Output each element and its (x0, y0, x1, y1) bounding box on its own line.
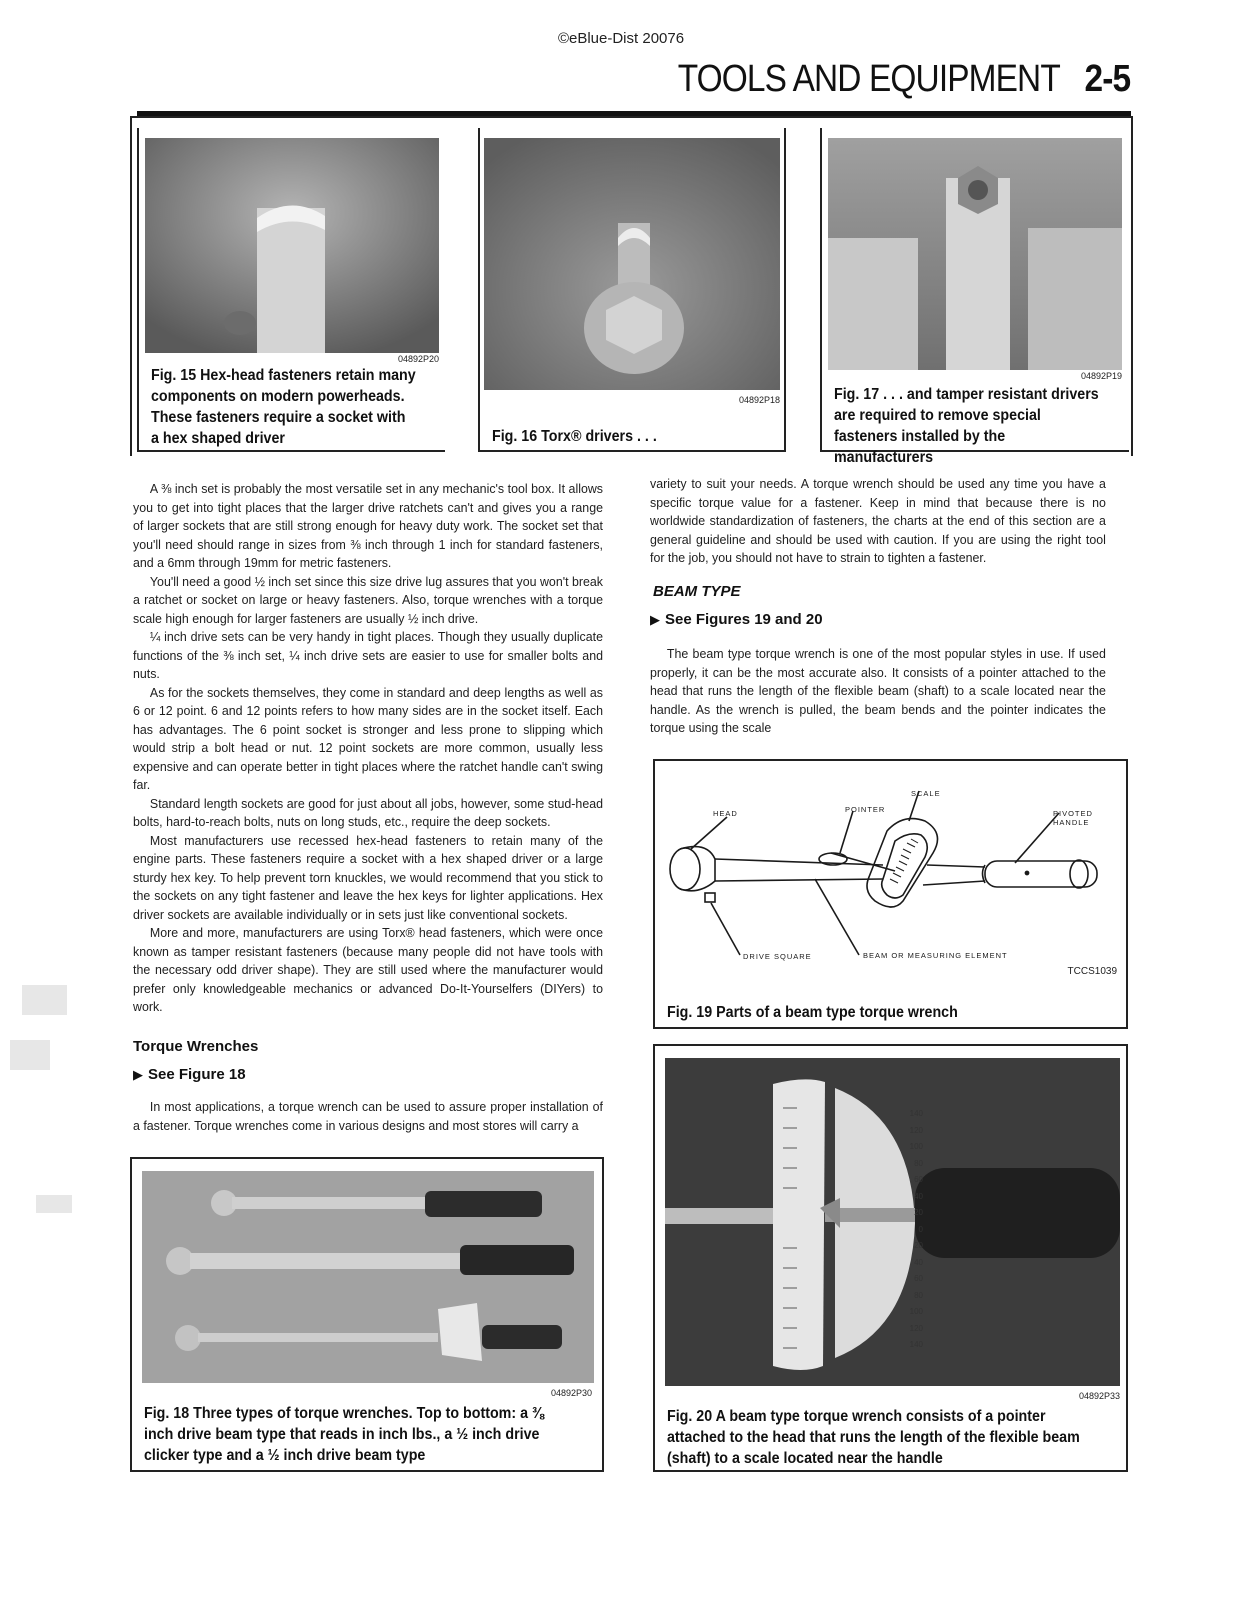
figure-15-photo (145, 138, 439, 353)
subhead-beam-type: BEAM TYPE (653, 583, 741, 600)
figure-15-code: 04892P20 (397, 354, 439, 364)
left-column-body (133, 480, 603, 1017)
scale-number: 140 (909, 1340, 923, 1349)
subhead-torque-wrenches: Torque Wrenches (133, 1038, 259, 1055)
scale-number: 120 (909, 1323, 923, 1333)
paragraph: Standard length sockets are good for just about all jobs, however, some stud-head bolts, hard-to-reach bolts, nuts on long studs, etc., require the deep sockets. (133, 795, 604, 829)
see-figure-18-ref[interactable] (133, 1066, 246, 1083)
scale-number: 0 (918, 1224, 923, 1234)
figure-16-photo (484, 138, 780, 390)
left-column-after (133, 1098, 603, 1135)
page-number: 2-5 (1084, 58, 1130, 100)
scale-number: 20 (914, 1241, 923, 1250)
beam-wrench-diagram (655, 761, 1126, 981)
label-pivoted-handle: PIVOTED HANDLE (1053, 809, 1093, 827)
paragraph: You'll need a good ½ inch set since this size drive lug assures that you won't break a ratchet or socket on large or heavy fasteners. Also, torque wrenches with a torque scale high enough for larger fasteners are usually ½ inch drive. (133, 573, 604, 626)
figure-17-caption: Fig. 17 . . . and tamper resistant drivers are required to remove special fasteners installed by the manufacturers (834, 386, 1099, 466)
scale-number: 40 (914, 1257, 923, 1267)
figure-16-caption: Fig. 16 Torx® drivers . . . (492, 428, 657, 445)
figure-19-code: TCCS1039 (1067, 966, 1117, 977)
right-column-body (650, 475, 1106, 568)
paragraph: ¼ inch drive sets can be very handy in tight places. Though they usually duplicate functions of the ⅜ inch set, ¼ inch drive sets are easier to use for smaller bolts and nuts. (133, 629, 604, 681)
figure-17-code: 04892P19 (1080, 371, 1122, 381)
figure-19-caption: Fig. 19 Parts of a beam type torque wrench (667, 1004, 958, 1021)
paragraph: More and more, manufacturers are using Torx® head fasteners, which were once known as tamper resistant fasteners (because many people did not have tools with the necessary odd driver shape). They are still used where the manufacturer would prefer only knowledgeable mechanics or advanced Do-It-Yourselfers (DIYers) to work. (133, 925, 604, 1014)
label-scale: SCALE (911, 789, 941, 798)
figure-19 (653, 759, 1128, 1029)
scan-artifact (22, 985, 67, 1015)
running-header (678, 58, 1130, 101)
scan-artifact (10, 1040, 50, 1070)
figure-20 (653, 1044, 1128, 1472)
scale-number: 140 (909, 1109, 923, 1118)
figure-18-caption: Fig. 18 Three types of torque wrenches. Top to bottom: a ⅜ inch drive beam type that reads in inch lbs., a ½ inch drive clicker type and a ½ inch drive beam type (144, 1405, 544, 1464)
chapter-title: TOOLS AND EQUIPMENT (677, 58, 1060, 100)
scale-number: 80 (914, 1290, 923, 1300)
paragraph: The beam type torque wrench is one of the most popular styles in use. If used properly, it can be the most accurate also. It consists of a pointer attached to the head that runs the length of the flexible beam (shaft) to a scale located near the handle. As the wrench is pulled, the beam bends and the pointer indicates the torque using the scale (650, 646, 1106, 735)
figure-17-photo (828, 138, 1122, 370)
label-beam: BEAM OR MEASURING ELEMENT (863, 951, 1008, 960)
scale-number: 100 (909, 1307, 923, 1316)
scale-number: 120 (909, 1125, 923, 1135)
scan-artifact (36, 1195, 72, 1213)
figure-20-caption: Fig. 20 A beam type torque wrench consists of a pointer attached to the head that runs the length of the flexible beam (shaft) to a scale located near the handle (667, 1408, 1080, 1467)
scale-number: 100 (909, 1142, 923, 1151)
figure-16 (478, 128, 786, 452)
figure-15-caption: Fig. 15 Hex-head fasteners retain many components on modern powerheads. These fasteners require a socket with a hex shaped driver (151, 367, 416, 447)
figure-18-photo (142, 1171, 594, 1383)
paragraph: Most manufacturers use recessed hex-head fasteners to retain many of the engine parts. These fasteners require a socket with a hex shaped driver or a large sturdy hex key. To help prevent torn knuckles, we would recommend that you stick to the sockets on any tight fastener and leave the hex keys for lighter applications. Hex driver sockets are available individually or in sets just like conventional sockets. (133, 832, 604, 922)
paragraph: variety to suit your needs. A torque wrench should be used any time you have a specific torque value for a fastener. Keep in mind that because there is no worldwide standardization of fasteners, the charts at the end of this section are a general guideline and should be used with caution. If you are using the right tool for the job, you should not have to strain to tighten a fastener. (650, 476, 1106, 565)
scale-numbers (883, 1106, 923, 1354)
scale-number: 60 (914, 1274, 923, 1283)
paragraph: In most applications, a torque wrench can be used to assure proper installation of a fastener. Torque wrenches come in various designs and most stores will carry a (133, 1099, 604, 1133)
scale-number: 40 (914, 1191, 923, 1201)
see-figure-18-label: See Figure 18 (148, 1066, 246, 1083)
figure-16-code: 04892P18 (738, 395, 780, 405)
figure-18 (130, 1157, 604, 1472)
label-head: HEAD (713, 809, 738, 818)
figure-18-code: 04892P30 (550, 1388, 592, 1398)
scale-number: 80 (914, 1158, 923, 1168)
figure-17 (820, 128, 1129, 466)
watermark: ©eBlue-Dist 20076 (557, 30, 685, 47)
see-figures-19-20-ref[interactable] (650, 611, 823, 628)
arrow-icon: ▶ (650, 612, 660, 627)
figure-20-code: 04892P33 (1078, 1391, 1120, 1401)
see-figures-label: See Figures 19 and 20 (665, 611, 823, 628)
label-drive-square: DRIVE SQUARE (743, 952, 812, 961)
right-column-beam-text (650, 645, 1106, 738)
scale-number: 20 (914, 1208, 923, 1217)
arrow-icon: ▶ (133, 1067, 143, 1082)
paragraph: As for the sockets themselves, they come in standard and deep lengths as well as 6 or 12 point. 6 and 12 points refers to how many sides are in the socket itself. Each has advantages. The 6 point socket is stronger and less prone to slipping which would strip a bolt head or nut. 12 point sockets are more common, usually less expensive and can operate better in tight places where the ratchet handle can't swing far. (133, 684, 604, 792)
figure-15 (137, 128, 445, 452)
label-pointer: POINTER (845, 805, 886, 814)
scale-number: 60 (914, 1175, 923, 1184)
paragraph: A ⅜ inch set is probably the most versatile set in any mechanic's tool box. It allows you to get into tight places that the larger drive ratchets can't and gives you a range of larger sockets that are still strong enough for heavy duty work. The socket set that you'll need should range in sizes from ⅜ inch through 1 inch for standard fasteners, and a 6mm through 19mm for metric fasteners. (133, 481, 604, 570)
